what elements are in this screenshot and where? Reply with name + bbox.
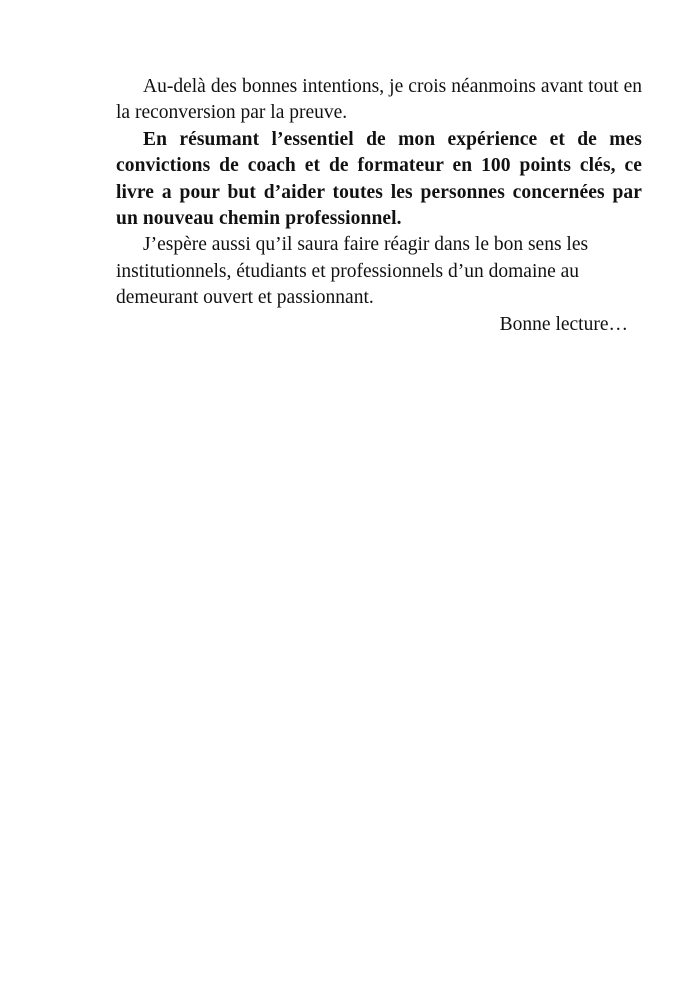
paragraph-bold-summary: En résumant l’essentiel de mon expérience et de mes convictions de coach et de formateur en 100 points clés, ce livre a pour but d’aider toutes les personnes concernées par un nouveau chemin professionnel.: [116, 128, 642, 230]
body-text: [116, 74, 642, 338]
paragraph-intro: Au-delà des bonnes intentions, je crois néanmoins avant tout en la reconversion par la preuve.: [116, 76, 642, 124]
closing-line: Bonne lecture…: [499, 313, 628, 335]
paragraph-hope: J’espère aussi qu’il saura faire réagir dans le bon sens les institutionnels, étudiants et professionnels d’un domaine au demeurant ouvert et passionnant.: [116, 234, 589, 309]
